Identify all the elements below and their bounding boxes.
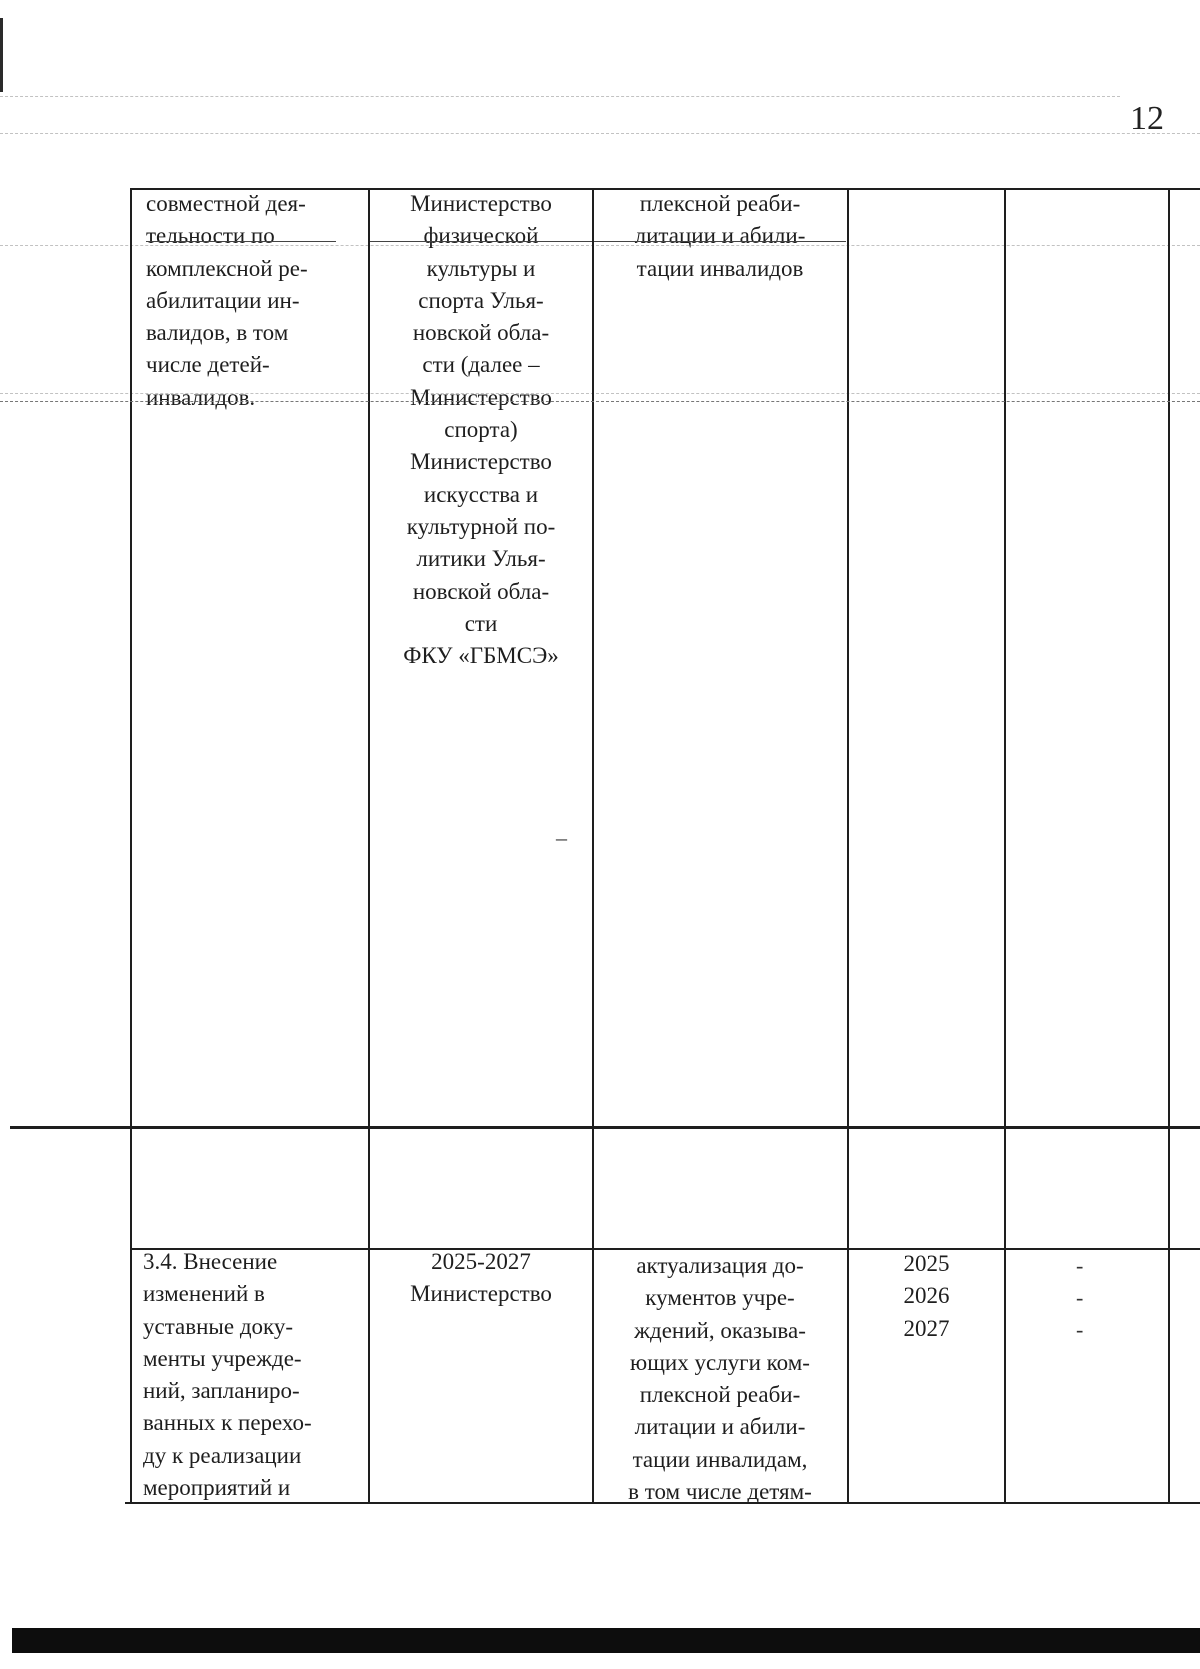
scan-strike-line — [0, 401, 1200, 402]
table-cell-measure: совместной дея- тельности по комплексной ре- абилитации ин- валидов, в том числе детей- инвалидов. — [146, 191, 308, 410]
table-cell-executors: 2025-2027 Министерство — [410, 1249, 552, 1307]
table-cell-years: 2025 2026 2027 — [903, 1251, 950, 1341]
stray-dash-mark: – — [556, 825, 567, 850]
table-cell-result: плексной реаби- литации и абили- тации инвалидов — [634, 191, 806, 281]
scan-strike-line — [594, 241, 846, 242]
scan-strike-line — [370, 241, 592, 242]
scan-artifact-line — [0, 96, 1120, 97]
table-cell-result: актуализация до- кументов учре- ждений, оказыва- ющих услуги ком- плексной реаби- литации и абили- тации инвалидам, в том числе детям- — [628, 1253, 812, 1505]
page-number: 12 — [1130, 100, 1164, 137]
table-row-divider — [10, 1126, 1200, 1129]
scan-strike-line — [146, 241, 336, 242]
table-cell-measure: 3.4. Внесение изменений в уставные доку- менты учрежде- ний, запланиро- ванных к перехо- ду к реализации мероприятий и — [143, 1249, 312, 1501]
table-column-divider — [1004, 188, 1006, 1504]
table-cell-values: - - - — [1076, 1253, 1084, 1342]
scan-artifact-line — [0, 133, 1200, 134]
scan-edge-mark — [0, 18, 3, 92]
table-cell-executors: Министерство физической культуры и спорта Улья- новской обла- сти (далее – Министерство спорта) Министерство искусства и культурной по- литики Улья- новской обла- сти ФКУ «ГБМСЭ» — [403, 191, 559, 669]
scan-bottom-bar — [12, 1628, 1200, 1653]
table-column-divider — [1168, 188, 1170, 1504]
table-border-left — [130, 188, 132, 1504]
